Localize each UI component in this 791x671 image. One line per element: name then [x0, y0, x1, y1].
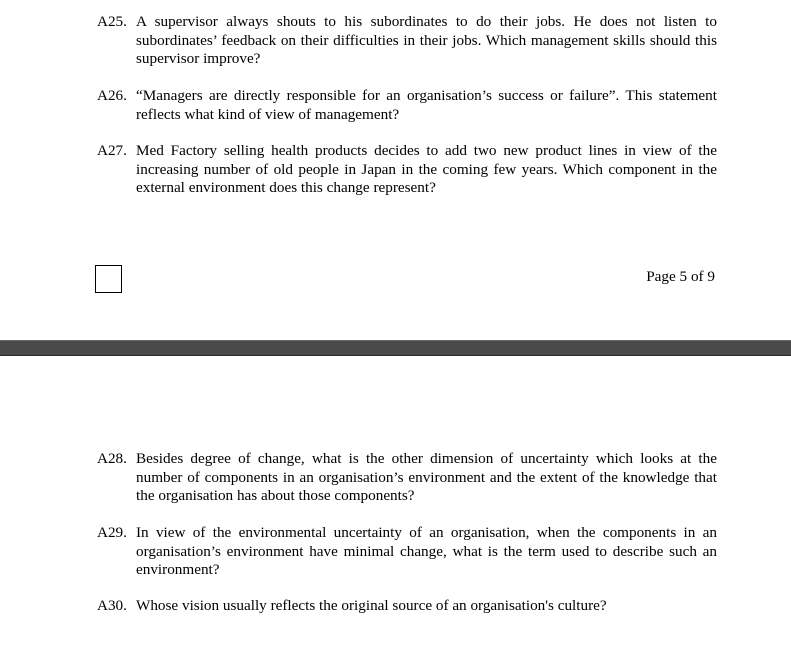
question-a29 — [97, 524, 717, 580]
page-number: Page 5 of 9 — [646, 268, 715, 285]
answer-checkbox[interactable] — [95, 265, 122, 293]
question-a26 — [97, 87, 717, 124]
question-number: A27. — [97, 142, 127, 159]
question-text: Whose vision usually reflects the original source of an organisation's culture? — [136, 597, 607, 614]
document-page-6 — [0, 356, 791, 671]
question-a27 — [97, 142, 717, 198]
question-a30 — [97, 597, 717, 616]
page-separator — [0, 340, 791, 356]
question-text: Besides degree of change, what is the other dimension of uncertainty which looks at the number of components in an organisation’s environment and the extent of the knowledge that the organisation has about those components? — [136, 450, 717, 504]
question-number: A29. — [97, 524, 127, 541]
question-number: A28. — [97, 450, 127, 467]
question-text: In view of the environmental uncertainty of an organisation, when the components in an organisation’s environment have minimal change, what is the term used to describe such an environment? — [136, 524, 717, 578]
question-number: A25. — [97, 13, 127, 30]
question-number: A26. — [97, 87, 127, 104]
question-text: Med Factory selling health products decides to add two new product lines in view of the increasing number of old people in Japan in the coming few years. Which component in the external environment does this change represent? — [136, 142, 717, 196]
question-text: A supervisor always shouts to his subordinates to do their jobs. He does not listen to subordinates’ feedback on their difficulties in their jobs. Which management skills should this supervisor improve? — [136, 13, 717, 67]
question-a25 — [97, 13, 717, 69]
question-a28 — [97, 450, 717, 506]
question-text: “Managers are directly responsible for an organisation’s success or failure”. This statement reflects what kind of view of management? — [136, 87, 717, 123]
question-number: A30. — [97, 597, 127, 614]
